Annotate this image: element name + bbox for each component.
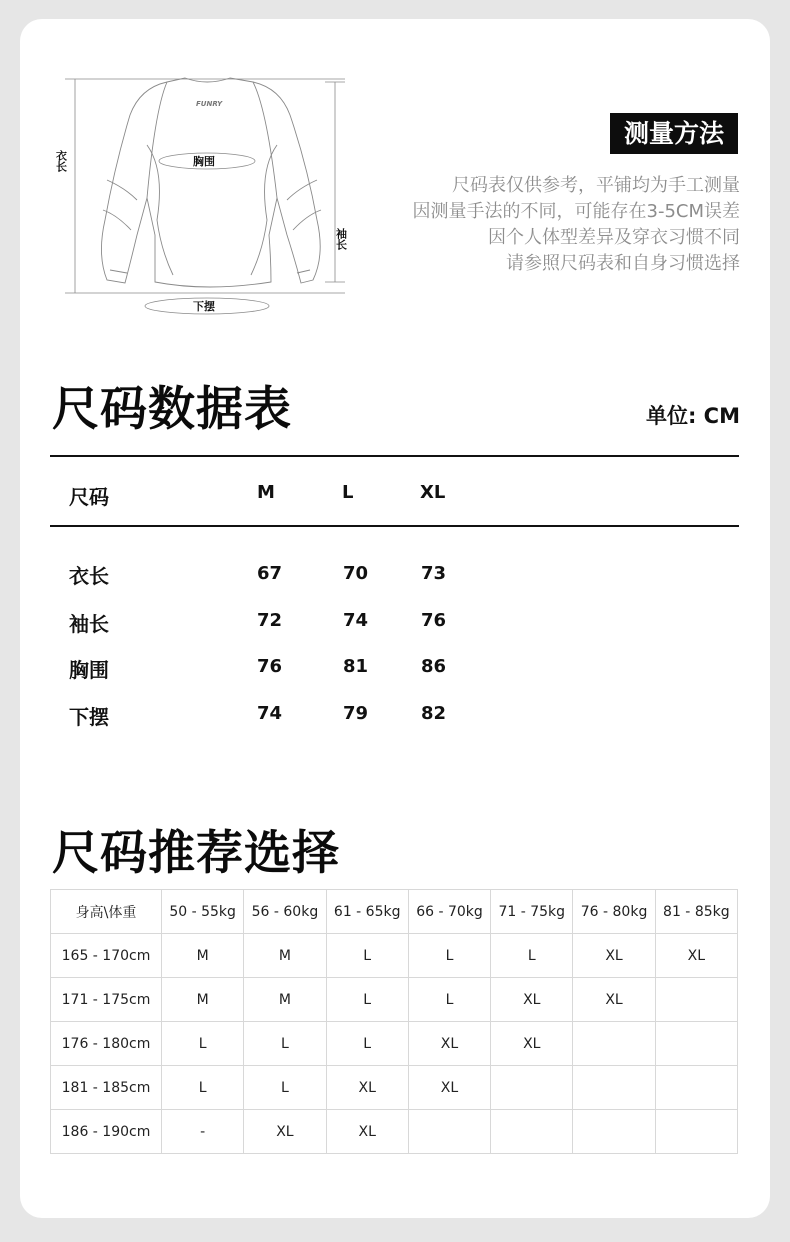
table-row [51,1066,738,1110]
size-cell: XL [326,1110,408,1154]
table-header-row [51,890,738,934]
size-cell: XL [655,934,737,978]
label-chest: 胸围 [193,155,215,168]
header-cell: 身高\体重 [51,890,162,934]
row-label-sleeve: 袖长 [69,612,109,636]
note-line: 因个人体型差异及穿衣习惯不同 [488,227,740,248]
row-label-chest: 胸围 [69,658,109,682]
size-cell: 72 [257,610,283,631]
table-row [51,978,738,1022]
size-cell: L [326,978,408,1022]
size-cell [655,1066,737,1110]
size-cell [573,1110,655,1154]
note-line: 尺码表仅供参考，平铺均为手工测量 [452,175,740,196]
note-line: 请参照尺码表和自身习惯选择 [506,253,740,274]
size-cell: 70 [343,563,369,584]
size-cell: XL [408,1022,490,1066]
size-cell: L [244,1022,326,1066]
size-cell: XL [491,978,573,1022]
size-cell [655,978,737,1022]
height-cell: 186 - 190cm [51,1110,162,1154]
table-top-rule [50,455,739,457]
label-hem: 下摆 [193,300,215,313]
size-cell: L [162,1066,244,1110]
header-m: M [257,482,275,503]
size-cell: L [326,1022,408,1066]
size-cell: 86 [421,656,447,677]
size-cell: XL [491,1022,573,1066]
size-cell: 73 [421,563,447,584]
measure-note [320,173,740,277]
unit-label: 单位: CM [645,404,740,428]
header-cell: 71 - 75kg [491,890,573,934]
size-cell: L [244,1066,326,1110]
size-cell: 74 [343,610,369,631]
measure-method-badge: 测量方法 [610,113,738,154]
row-label-hem: 下摆 [69,705,109,729]
size-cell: L [162,1022,244,1066]
shirt-measurement-diagram [55,70,355,320]
height-cell: 165 - 170cm [51,934,162,978]
size-table-title: 尺码数据表 [52,382,292,437]
size-cell: 81 [343,656,369,677]
size-cell: 76 [257,656,283,677]
size-cell: XL [573,978,655,1022]
size-cell: M [162,978,244,1022]
size-cell: 82 [421,703,447,724]
size-cell: 74 [257,703,283,724]
recommend-title: 尺码推荐选择 [52,826,340,881]
size-cell: L [408,978,490,1022]
size-cell [655,1022,737,1066]
size-cell [573,1022,655,1066]
table-row [51,934,738,978]
label-sleeve: 袖长 [334,228,348,250]
header-xl: XL [420,482,446,503]
size-cell: M [244,934,326,978]
header-cell: 66 - 70kg [408,890,490,934]
height-cell: 176 - 180cm [51,1022,162,1066]
size-cell [655,1110,737,1154]
brand-logo: FUNRY [196,100,223,108]
size-cell: L [491,934,573,978]
size-cell: XL [326,1066,408,1110]
header-l: L [342,482,354,503]
header-size: 尺码 [69,485,109,509]
header-cell: 61 - 65kg [326,890,408,934]
size-cell [408,1110,490,1154]
height-cell: 171 - 175cm [51,978,162,1022]
table-row [51,1110,738,1154]
header-cell: 76 - 80kg [573,890,655,934]
size-cell: M [162,934,244,978]
header-cell: 50 - 55kg [162,890,244,934]
size-cell: L [408,934,490,978]
size-cell [491,1110,573,1154]
height-cell: 181 - 185cm [51,1066,162,1110]
table-header-rule [50,525,739,527]
table-row [51,1022,738,1066]
size-cell: 67 [257,563,283,584]
row-label-length: 衣长 [69,564,109,588]
size-cell: 79 [343,703,369,724]
size-cell [491,1066,573,1110]
size-cell [573,1066,655,1110]
size-cell: L [326,934,408,978]
size-cell: XL [408,1066,490,1110]
size-cell: M [244,978,326,1022]
size-cell: - [162,1110,244,1154]
size-cell: 76 [421,610,447,631]
label-length: 衣长 [55,150,68,172]
size-cell: XL [244,1110,326,1154]
size-cell: XL [573,934,655,978]
recommend-table [50,889,738,1154]
header-cell: 56 - 60kg [244,890,326,934]
note-line: 因测量手法的不同，可能存在3-5CM误差 [412,201,740,222]
header-cell: 81 - 85kg [655,890,737,934]
